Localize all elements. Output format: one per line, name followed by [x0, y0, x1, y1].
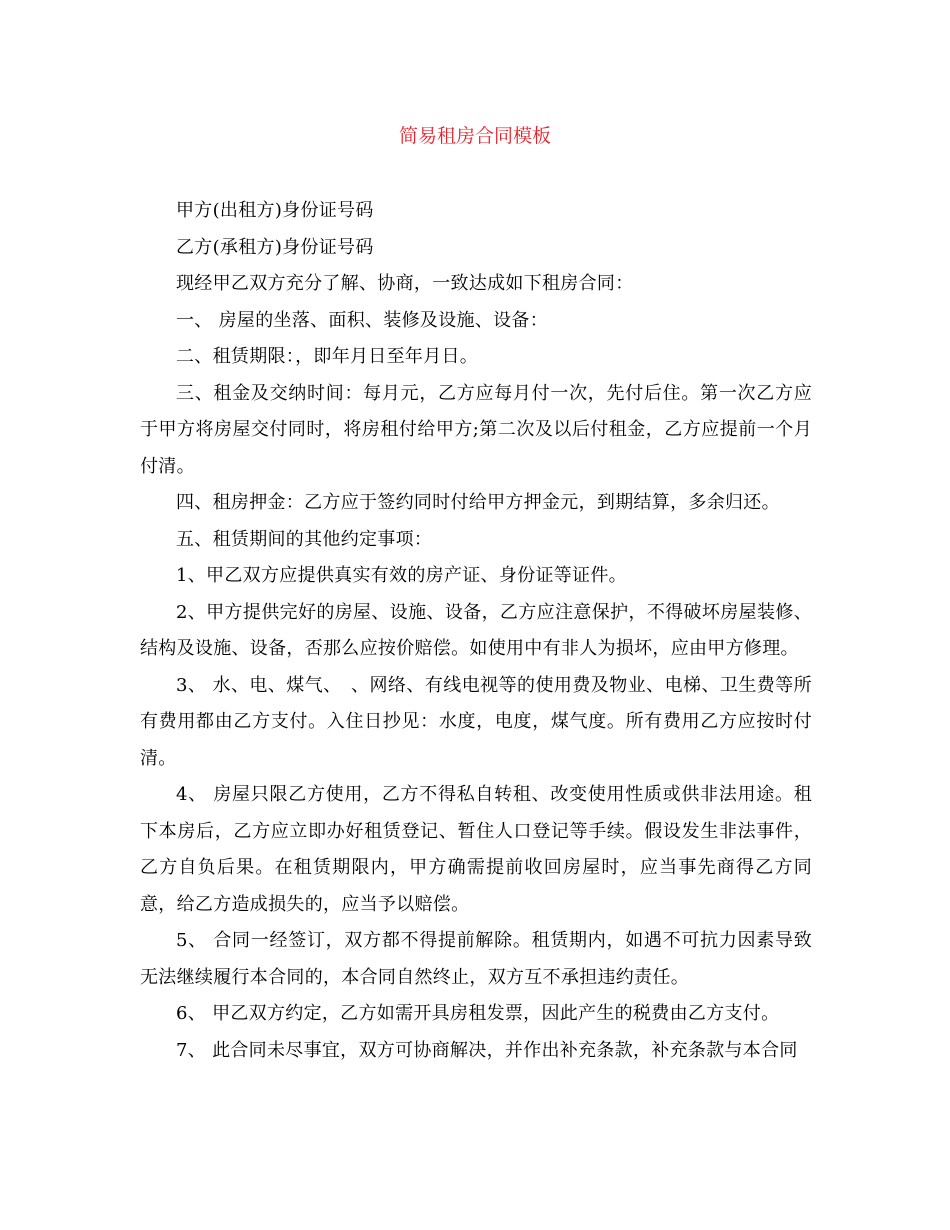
- paragraph-intro: 现经甲乙双方充分了解、协商，一致达成如下租房合同：: [176, 273, 634, 294]
- paragraph-clause-1: 一、 房屋的坐落、面积、装修及设施、设备：: [176, 309, 549, 331]
- paragraph-party-b: 乙方(承租方)身份证号码: [176, 236, 374, 258]
- paragraph-item-3: 3、 水、电、煤气、 、网络、有线电视等的使用费及物业、电梯、卫生费等所有费用都由乙方支付。入住日抄见：水度，电度，煤气度。所有费用乙方应按时付清。: [140, 674, 812, 769]
- paragraph-item-5: 5、 合同一经签订，双方都不得提前解除。租赁期内，如遇不可抗力因素导致无法继续履行本合同的，本合同自然终止，双方互不承担违约责任。: [140, 930, 812, 988]
- paragraph-item-7: 7、 此合同未尽事宜，双方可协商解决，并作出补充条款，补充条款与本合同: [176, 1039, 798, 1061]
- paragraph-item-1: 1、甲乙双方应提供真实有效的房产证、身份证等证件。: [176, 565, 627, 586]
- paragraph-party-a: 甲方(出租方)身份证号码: [176, 200, 374, 221]
- paragraph-item-4: 4、 房屋只限乙方使用，乙方不得私自转租、改变使用性质或供非法用途。租下本房后，乙方应立即办好租赁登记、暂住人口登记等手续。假设发生非法事件，乙方自负后果。在租赁期限内，甲方确需提前收回房屋时，应当事先商得乙方同意，给乙方造成损失的，应当予以赔偿。: [140, 784, 812, 915]
- paragraph-clause-4: 四、租房押金：乙方应于签约同时付给甲方押金元，到期结算，多余归还。: [176, 492, 780, 513]
- paragraph-clause-2: 二、租赁期限：，即年月日至年月日。: [176, 346, 479, 367]
- paragraph-item-2: 2、甲方提供完好的房屋、设施、设备，乙方应注意保护，不得破坏房屋装修、结构及设施、设备，否那么应按价赔偿。如使用中有非人为损坏，应由甲方修理。: [140, 601, 812, 659]
- paragraph-clause-5: 五、租赁期间的其他约定事项：: [176, 528, 433, 550]
- paragraph-clause-3: 三、租金及交纳时间：每月元，乙方应每月付一次，先付后住。第一次乙方应于甲方将房屋交付同时，将房租付给甲方;第二次及以后付租金，乙方应提前一个月付清。: [140, 382, 812, 477]
- paragraph-item-6: 6、 甲乙双方约定，乙方如需开具房租发票，因此产生的税费由乙方支付。: [176, 1003, 780, 1024]
- page-title: 简易租房合同模板: [398, 125, 551, 147]
- contract-body: [140, 193, 812, 1069]
